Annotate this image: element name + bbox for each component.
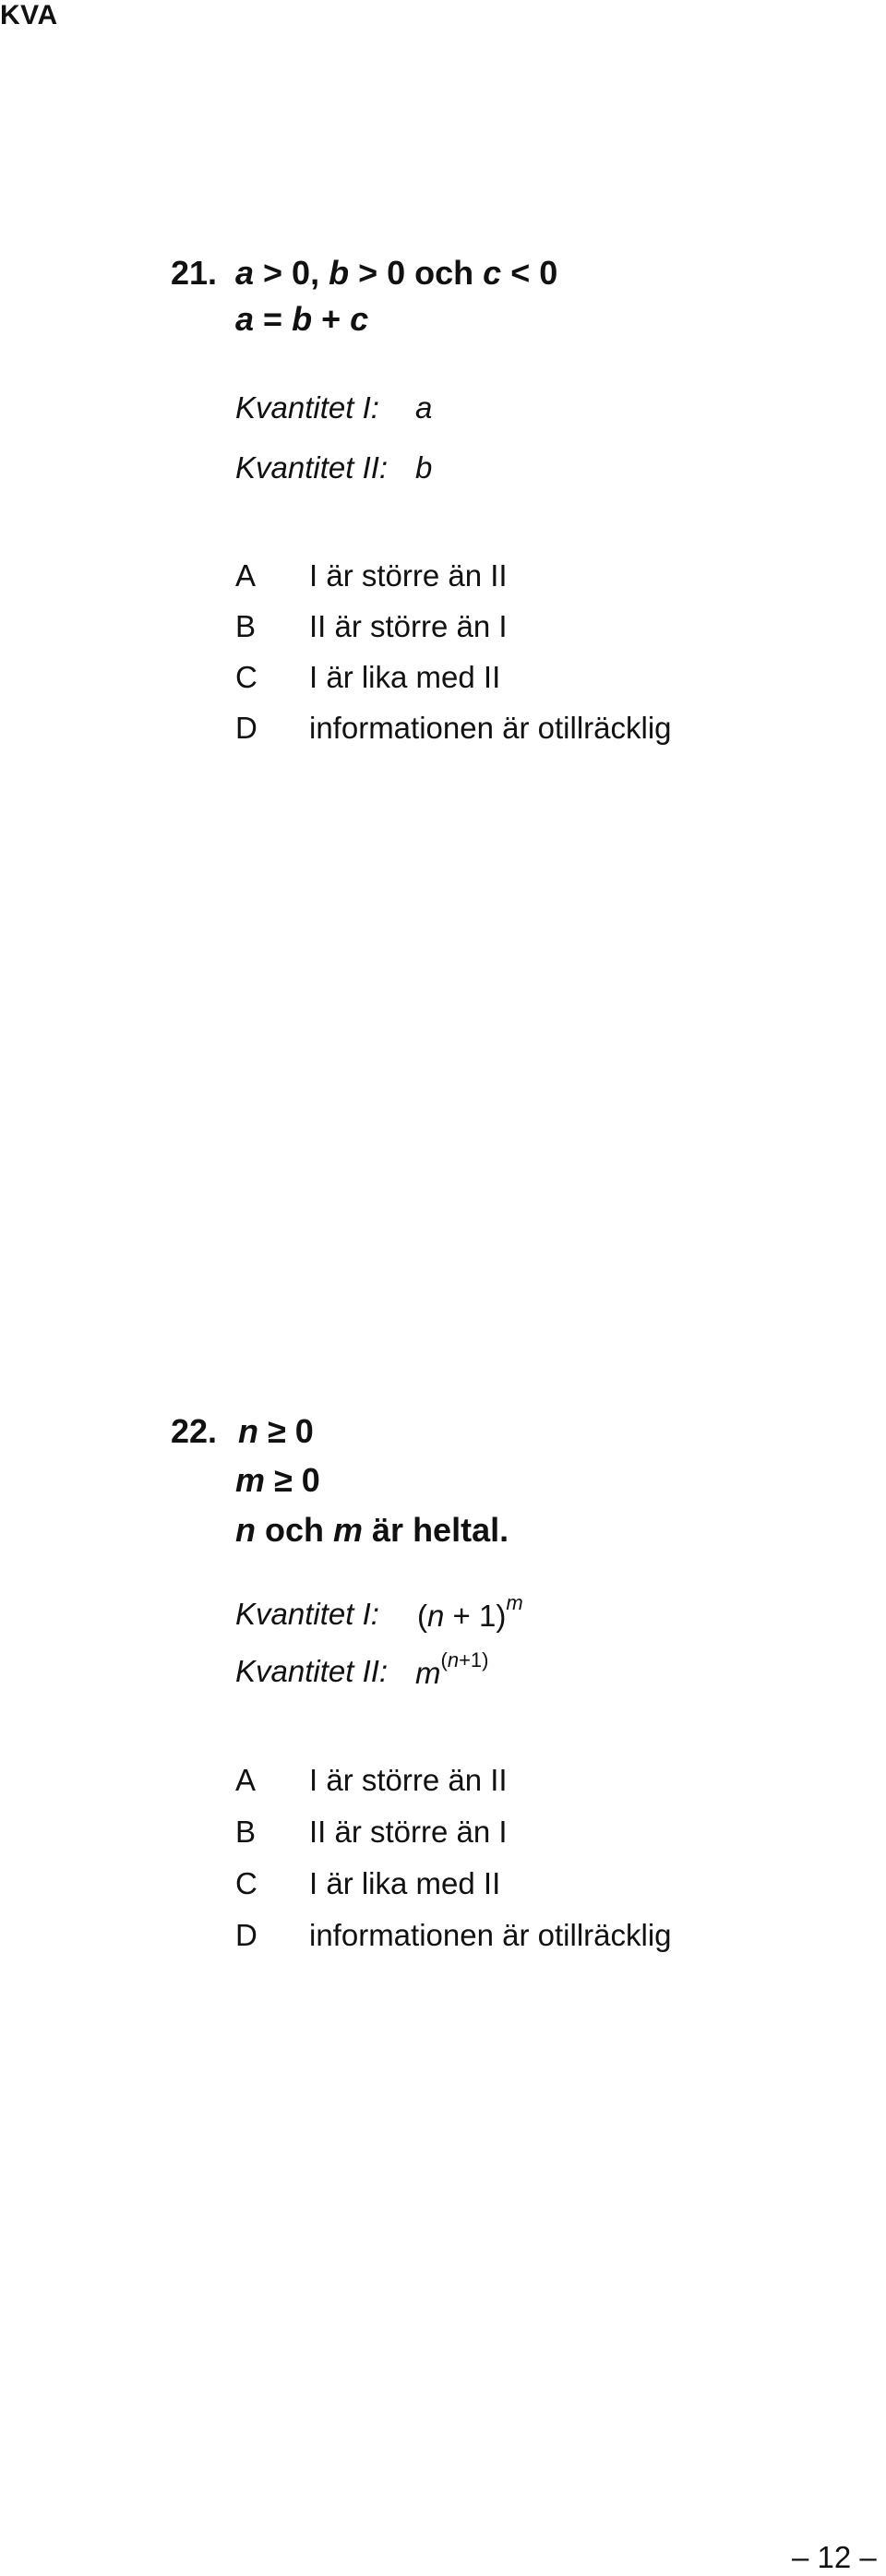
question-22-condition-2: [235, 1461, 320, 1500]
var-a: a: [235, 300, 255, 338]
question-21-option-d-text: informationen är otillräcklig: [309, 711, 672, 745]
var-c: c: [483, 254, 502, 292]
question-21-option-a-text: I är större än II: [309, 558, 508, 593]
question-21-quantity-2-value: [415, 450, 432, 485]
var-b: b: [415, 450, 433, 485]
question-21-condition-1: [235, 254, 557, 293]
question-22-number: 22.: [171, 1412, 218, 1450]
var-b: b: [329, 254, 350, 292]
var-n: n: [447, 1648, 460, 1671]
question-22-condition-3: [235, 1511, 509, 1550]
var-c: c: [350, 300, 369, 338]
question-21-option-b-text: II är större än I: [309, 609, 508, 643]
var-b: b: [292, 300, 313, 338]
question-21-quantity-1-label: Kvantitet I:: [235, 390, 379, 425]
question-22-option-a-text: I är större än II: [309, 1763, 508, 1797]
var-m: m: [333, 1511, 364, 1549]
text-fragment: är heltal.: [363, 1511, 509, 1549]
question-22-option-b-letter: B: [235, 1815, 257, 1849]
text-fragment: (: [440, 1648, 448, 1671]
text-fragment: ≥ 0: [265, 1461, 320, 1499]
var-a: a: [235, 254, 255, 292]
question-22-option-d-letter: D: [235, 1918, 257, 1952]
exponent: [441, 1648, 489, 1671]
question-22-quantity-1-value: [417, 1591, 523, 1634]
var-m: m: [506, 1591, 523, 1614]
text-fragment: + 1): [444, 1599, 507, 1633]
question-22-option-c-text: I är lika med II: [309, 1866, 501, 1900]
exponent: [506, 1591, 522, 1614]
question-21-option-c-letter: C: [235, 660, 257, 694]
question-21-option-a-letter: A: [235, 558, 257, 593]
question-21-option-d-letter: D: [235, 711, 257, 745]
question-22-quantity-2-label: Kvantitet II:: [235, 1654, 389, 1688]
question-21-option-c-text: I är lika med II: [309, 660, 501, 694]
question-22-option-c-letter: C: [235, 1866, 257, 1900]
text-fragment: =: [254, 300, 293, 338]
question-21-condition-2: [235, 300, 368, 339]
var-n: n: [427, 1599, 445, 1633]
question-22-option-a-letter: A: [235, 1763, 257, 1797]
text-fragment: > 0,: [254, 254, 329, 292]
page-number: – 12 –: [792, 2540, 877, 2574]
question-22-quantity-2-value: [415, 1648, 489, 1691]
question-22-quantity-1-label: Kvantitet I:: [235, 1597, 379, 1631]
text-fragment: > 0 och: [349, 254, 484, 292]
var-a: a: [415, 390, 433, 425]
question-22-condition-1: [238, 1412, 314, 1451]
var-m: m: [415, 1656, 441, 1690]
question-21-number: 21.: [171, 254, 218, 292]
question-21-quantity-2-label: Kvantitet II:: [235, 450, 389, 485]
text-fragment: +1): [459, 1648, 489, 1671]
text-fragment: < 0: [501, 254, 558, 292]
var-n: n: [235, 1511, 256, 1549]
text-fragment: ≥ 0: [258, 1412, 314, 1450]
text-fragment: (: [417, 1599, 427, 1633]
question-22-option-d-text: informationen är otillräcklig: [309, 1918, 672, 1952]
text-fragment: +: [312, 300, 351, 338]
question-21-quantity-1-value: [415, 390, 432, 425]
question-22-option-b-text: II är större än I: [309, 1815, 508, 1849]
text-fragment: och: [256, 1511, 334, 1549]
var-n: n: [238, 1412, 258, 1450]
var-m: m: [235, 1461, 266, 1499]
question-21-option-b-letter: B: [235, 609, 257, 643]
section-tag: KVA: [0, 0, 58, 30]
